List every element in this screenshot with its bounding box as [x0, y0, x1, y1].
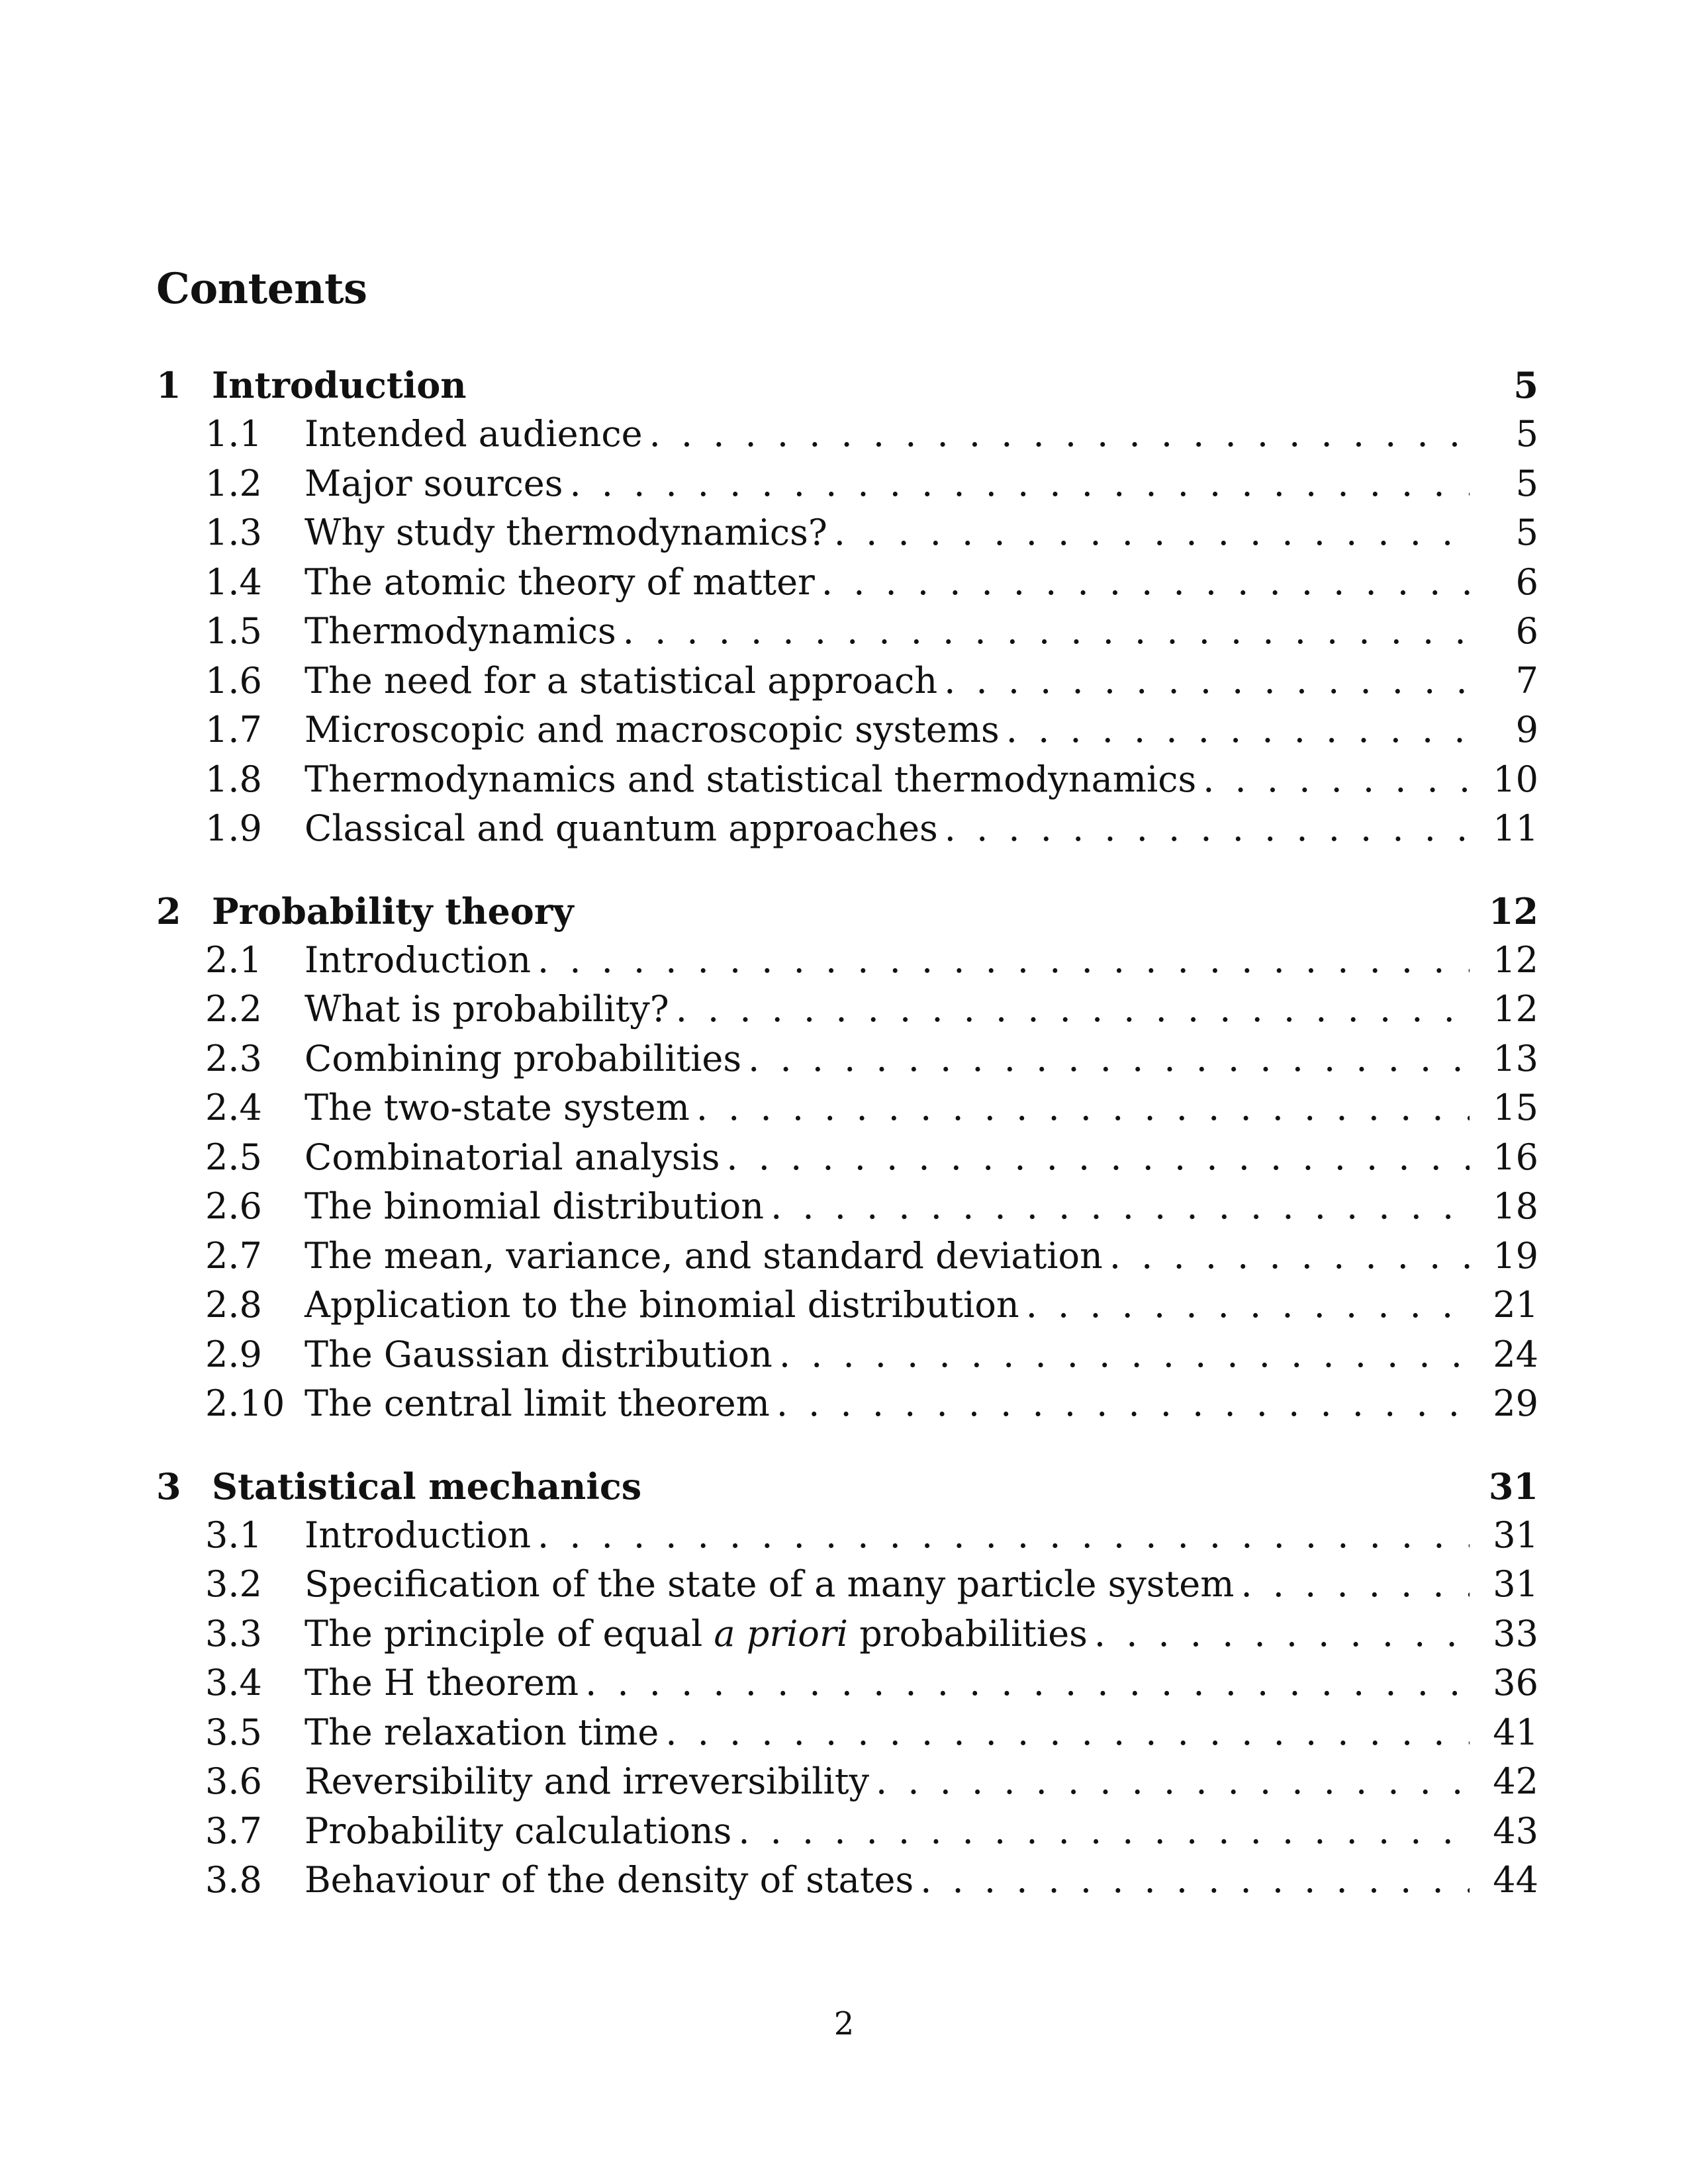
section-number: 3.6 — [205, 1760, 262, 1802]
dot-leader — [771, 1185, 1470, 1227]
section-page: 11 — [1493, 807, 1538, 849]
toc-chapter-1 — [156, 364, 1538, 857]
section-number: 2.9 — [205, 1333, 262, 1375]
toc-entry[interactable] — [156, 988, 1538, 1038]
toc-entry[interactable] — [156, 1514, 1538, 1564]
chapter-page: 5 — [1513, 364, 1538, 406]
section-page: 16 — [1493, 1136, 1538, 1178]
section-page: 9 — [1515, 709, 1538, 751]
section-number: 1.6 — [205, 659, 262, 702]
section-page: 15 — [1493, 1087, 1538, 1128]
section-number: 3.8 — [205, 1859, 262, 1901]
section-title: Probability calculations — [305, 1809, 732, 1852]
section-page: 42 — [1493, 1760, 1538, 1802]
dot-leader — [1203, 758, 1470, 800]
toc-entry[interactable] — [156, 1235, 1538, 1285]
toc-entry[interactable] — [156, 1334, 1538, 1383]
section-title: Intended audience — [305, 413, 643, 455]
section-number: 3.7 — [205, 1809, 262, 1852]
section-page: 24 — [1493, 1333, 1538, 1375]
dot-leader — [1026, 1284, 1470, 1326]
toc-entry[interactable] — [156, 1185, 1538, 1235]
section-title: The need for a statistical approach — [305, 659, 938, 702]
toc-entry[interactable] — [156, 709, 1538, 758]
section-page: 36 — [1493, 1662, 1538, 1704]
dot-leader — [1094, 1613, 1470, 1655]
section-number: 2.10 — [205, 1383, 285, 1424]
section-number: 1.7 — [205, 709, 262, 751]
section-number: 1.8 — [205, 758, 262, 800]
section-page: 21 — [1493, 1284, 1538, 1326]
section-title — [305, 1613, 1088, 1655]
section-number: 2.3 — [205, 1037, 262, 1079]
toc-entry[interactable] — [156, 939, 1538, 989]
section-page: 5 — [1515, 462, 1538, 504]
dot-leader — [876, 1760, 1470, 1802]
toc-entry[interactable] — [156, 512, 1538, 561]
section-page: 41 — [1493, 1711, 1538, 1753]
section-page: 7 — [1515, 659, 1538, 702]
dot-leader — [779, 1334, 1470, 1375]
section-title: The binomial distribution — [305, 1185, 765, 1227]
chapter-page: 31 — [1488, 1465, 1538, 1508]
section-title: Combining probabilities — [305, 1037, 742, 1079]
toc-entry[interactable] — [156, 1859, 1538, 1909]
dot-leader — [665, 1711, 1470, 1753]
section-title: Reversibility and irreversibility — [305, 1760, 870, 1802]
section-title: The relaxation time — [305, 1711, 659, 1753]
section-number: 2.6 — [205, 1185, 262, 1227]
section-title: The central limit theorem — [305, 1383, 770, 1424]
dot-leader — [1006, 709, 1470, 751]
section-page: 5 — [1515, 413, 1538, 455]
toc-entry[interactable] — [156, 413, 1538, 463]
toc-entry[interactable] — [156, 1383, 1538, 1432]
dot-leader — [538, 939, 1470, 981]
toc-entry[interactable] — [156, 758, 1538, 808]
section-number: 2.2 — [205, 988, 262, 1030]
dot-leader — [748, 1038, 1470, 1079]
section-title: The H theorem — [305, 1662, 579, 1704]
dot-leader — [585, 1662, 1470, 1704]
chapter-number: 2 — [156, 889, 181, 933]
chapter-row[interactable] — [156, 1465, 1538, 1514]
toc-entry[interactable] — [156, 1711, 1538, 1761]
dot-leader — [696, 1087, 1470, 1128]
chapter-title: Introduction — [212, 364, 467, 406]
toc-entry[interactable] — [156, 1613, 1538, 1662]
section-page: 12 — [1493, 938, 1538, 981]
dot-leader — [776, 1383, 1470, 1424]
toc-entry[interactable] — [156, 1038, 1538, 1087]
dot-leader — [726, 1136, 1470, 1178]
dot-leader — [649, 413, 1470, 455]
toc-entry[interactable] — [156, 1662, 1538, 1711]
dot-leader — [945, 807, 1470, 849]
section-number: 2.5 — [205, 1136, 262, 1178]
toc-entry[interactable] — [156, 1087, 1538, 1136]
chapter-number: 3 — [156, 1465, 181, 1508]
section-page: 6 — [1515, 610, 1538, 652]
toc-entry[interactable] — [156, 1563, 1538, 1613]
page-title: Contents — [156, 264, 367, 314]
section-title: Introduction — [305, 1514, 531, 1556]
section-number: 1.5 — [205, 610, 262, 652]
section-page: 31 — [1493, 1514, 1538, 1556]
section-title: The mean, variance, and standard deviation — [305, 1234, 1103, 1277]
section-title-part: The principle of equal — [305, 1612, 714, 1655]
toc-entry[interactable] — [156, 610, 1538, 660]
section-title: Combinatorial analysis — [305, 1136, 720, 1178]
section-title: Application to the binomial distribution — [305, 1284, 1019, 1326]
chapter-row[interactable] — [156, 364, 1538, 413]
section-title: Thermodynamics — [305, 610, 616, 652]
section-number: 3.5 — [205, 1711, 262, 1753]
section-title: Thermodynamics and statistical thermodynamics — [305, 758, 1197, 800]
section-page: 10 — [1493, 758, 1538, 800]
toc-chapter-2 — [156, 890, 1538, 1432]
toc-entry[interactable] — [156, 660, 1538, 709]
section-page: 6 — [1515, 561, 1538, 603]
section-title: What is probability? — [305, 988, 669, 1030]
dot-leader — [920, 1859, 1470, 1901]
toc-entry[interactable] — [156, 561, 1538, 611]
dot-leader — [834, 512, 1470, 553]
section-page: 12 — [1493, 988, 1538, 1030]
dot-leader — [676, 988, 1470, 1030]
section-number: 3.2 — [205, 1563, 262, 1605]
section-number: 1.9 — [205, 807, 262, 849]
chapter-row[interactable] — [156, 890, 1538, 939]
section-title: Classical and quantum approaches — [305, 807, 938, 849]
section-page: 5 — [1515, 512, 1538, 553]
section-title: Why study thermodynamics? — [305, 512, 827, 553]
toc-entry[interactable] — [156, 1284, 1538, 1334]
section-page: 29 — [1493, 1383, 1538, 1424]
section-number: 1.2 — [205, 462, 262, 504]
section-title: The atomic theory of matter — [305, 561, 815, 603]
section-number: 2.8 — [205, 1284, 262, 1326]
section-page: 13 — [1493, 1037, 1538, 1079]
section-title-italic: a priori — [714, 1612, 849, 1655]
section-title: Behaviour of the density of states — [305, 1859, 914, 1901]
dot-leader — [569, 463, 1470, 504]
section-number: 1.3 — [205, 512, 262, 553]
section-number: 3.3 — [205, 1612, 262, 1655]
section-title: The Gaussian distribution — [305, 1333, 773, 1375]
chapter-page: 12 — [1488, 889, 1538, 933]
chapter-title: Probability theory — [212, 889, 574, 933]
dot-leader — [738, 1810, 1470, 1852]
dot-leader — [623, 610, 1470, 652]
section-page: 33 — [1493, 1612, 1538, 1655]
section-number: 2.1 — [205, 938, 262, 981]
section-page: 18 — [1493, 1185, 1538, 1227]
toc-entry[interactable] — [156, 1810, 1538, 1860]
section-number: 1.4 — [205, 561, 262, 603]
section-title: Specification of the state of a many particle system — [305, 1563, 1235, 1605]
section-page: 31 — [1493, 1563, 1538, 1605]
section-number: 2.7 — [205, 1234, 262, 1277]
section-page: 44 — [1493, 1859, 1538, 1901]
section-number: 3.1 — [205, 1514, 262, 1556]
section-title: Major sources — [305, 462, 563, 504]
dot-leader — [1241, 1563, 1470, 1605]
toc-entry[interactable] — [156, 1760, 1538, 1810]
section-number: 1.1 — [205, 413, 262, 455]
section-title: Microscopic and macroscopic systems — [305, 709, 1000, 751]
section-number: 2.4 — [205, 1087, 262, 1128]
page-number: 2 — [833, 2005, 855, 2042]
toc-entry[interactable] — [156, 463, 1538, 512]
chapter-number: 1 — [156, 364, 181, 406]
section-number: 3.4 — [205, 1662, 262, 1704]
toc-entry[interactable] — [156, 807, 1538, 857]
dot-leader — [538, 1514, 1470, 1556]
section-page: 43 — [1493, 1809, 1538, 1852]
section-title: Introduction — [305, 938, 531, 981]
section-title: The two-state system — [305, 1087, 690, 1128]
chapter-title: Statistical mechanics — [212, 1465, 642, 1508]
dot-leader — [944, 660, 1470, 702]
table-of-contents — [156, 364, 1538, 1942]
toc-chapter-3 — [156, 1465, 1538, 1909]
section-title-part: probabilities — [848, 1612, 1088, 1655]
dot-leader — [1109, 1235, 1470, 1277]
section-page: 19 — [1493, 1234, 1538, 1277]
toc-entry[interactable] — [156, 1136, 1538, 1186]
dot-leader — [821, 561, 1470, 603]
